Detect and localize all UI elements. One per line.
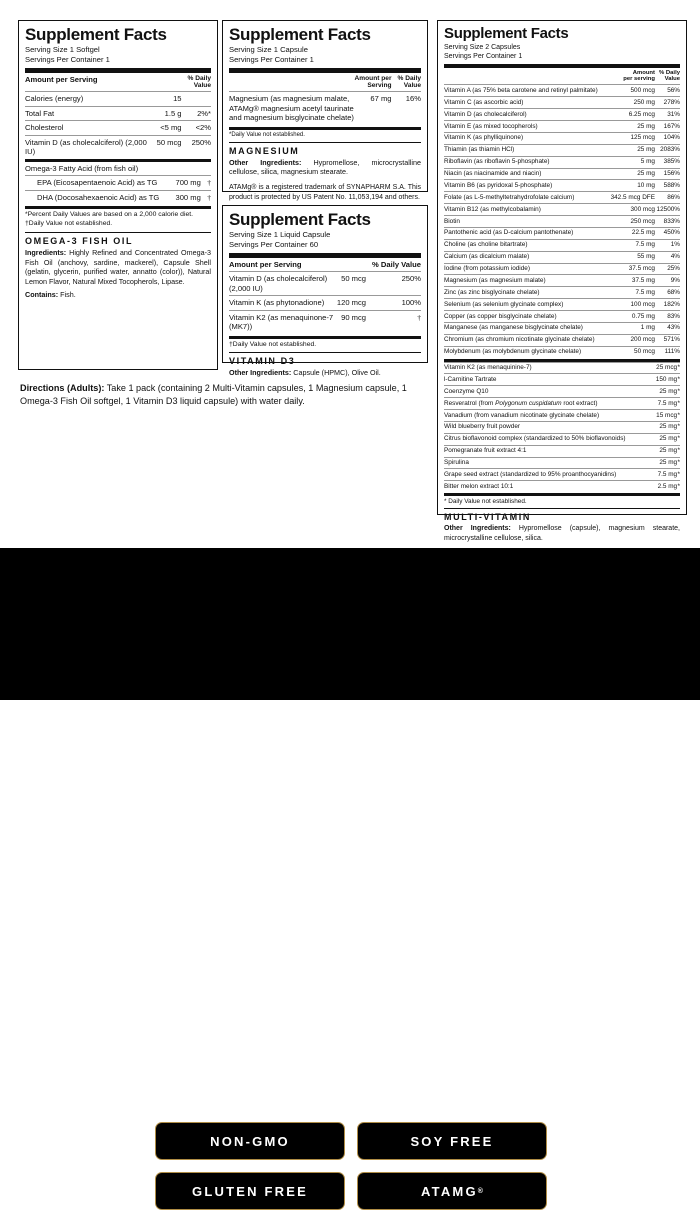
- ingredients-text: Highly Refined and Concentrated Omega-3 Fish Oil (anchovy, sardine, mackerel), Capsule Shell (gelatin, glycerin, purified water, annatto (color)), Natural Lemon Flavor, Natural Mixed Tocopherols, Lipase.: [25, 247, 211, 287]
- nutrient-amount: 125 mcg: [608, 132, 655, 144]
- nutrient-dv: 68%: [655, 287, 680, 299]
- nutrient-dv: 588%: [655, 180, 680, 192]
- nutrient-name: Vitamin K (as phylliquinone): [444, 132, 608, 144]
- nutrient-dv: 250%: [372, 272, 421, 296]
- nutrient-amount: 120 mcg: [337, 296, 372, 310]
- ingredients-multivitamin: [444, 524, 680, 543]
- table-header-row: [25, 73, 211, 92]
- servings-per-container-omega3: Servings Per Container 1: [25, 54, 110, 64]
- nutrient-amount: 7.5 mg: [653, 469, 678, 481]
- table-row: [444, 85, 680, 97]
- table-header-row: [444, 68, 680, 85]
- nutrient-amount: 250 mcg: [608, 216, 655, 228]
- ingredients-omega3: [25, 248, 211, 287]
- table-row: [25, 92, 211, 106]
- nutrient-amount: 2.5 mg: [653, 481, 678, 492]
- spacer-cell: [444, 68, 608, 85]
- nutrient-amount: 25 mg: [608, 121, 655, 133]
- table-row: [444, 97, 680, 109]
- registered-mark-icon: ®: [477, 1187, 483, 1195]
- nutrient-amount: 55 mg: [608, 251, 655, 263]
- nutrient-amount: 50 mcg: [157, 135, 188, 158]
- nutrient-amount: 100 mcg: [608, 299, 655, 311]
- table-row: [444, 445, 680, 457]
- nutrient-name: Manganese (as manganese bisglycinate chelate): [444, 322, 608, 334]
- nutrient-name: Calories (energy): [25, 92, 157, 106]
- badge-gluten-free[interactable]: [155, 1172, 345, 1210]
- table-row: [444, 192, 680, 204]
- nutrient-amount: 150 mg: [653, 374, 678, 386]
- serving-size-omega3: Serving Size 1 Softgel: [25, 44, 100, 54]
- table-row: [444, 410, 680, 422]
- nutrient-dv: 43%: [655, 322, 680, 334]
- divider-thin: [25, 232, 211, 233]
- table-row: [444, 346, 680, 357]
- nutrient-amount: 7.5 mg: [653, 398, 678, 410]
- servings-per-container-magnesium: Servings Per Container 1: [229, 54, 314, 64]
- nutrient-amount: 25 mg: [653, 386, 678, 398]
- nutrient-amount: 25 mg: [653, 433, 678, 445]
- nutrient-amount: 1 mg: [608, 322, 655, 334]
- nutrition-table-magnesium: [229, 73, 421, 125]
- nutrient-amount: 700 mg: [172, 176, 206, 190]
- servings-per-container-vitamin-d3: Servings Per Container 60: [229, 239, 319, 249]
- panel-title-multivitamin: Supplement Facts: [444, 25, 569, 42]
- nutrient-name: Vitamin D (as cholecalciferol): [444, 109, 608, 121]
- table-row: [444, 287, 680, 299]
- nutrient-dv: 25%: [655, 263, 680, 275]
- nutrient-dv: [188, 92, 211, 106]
- contains-text: Fish.: [58, 289, 76, 299]
- section-title-multivitamin: MULTI-VITAMIN: [444, 512, 531, 523]
- nutrient-dv: 9%: [655, 275, 680, 287]
- nutrient-name: Resveratrol (from Polygonum cuspidatum root extract): [444, 398, 653, 410]
- table-row: [444, 263, 680, 275]
- spacer-cell: [337, 258, 372, 272]
- nutrient-amount: 5 mg: [608, 156, 655, 168]
- nutrient-name: Vitamin A (as 75% beta carotene and retinyl palmitate): [444, 85, 608, 97]
- table-header-row: [229, 258, 421, 272]
- contains-omega3: [25, 290, 211, 300]
- nutrient-name: Vitamin K2 (as menaquinone-7 (MK7)): [229, 310, 337, 333]
- nutrient-dv: 31%: [655, 109, 680, 121]
- ingredients-label: Other Ingredients:: [229, 157, 302, 167]
- nutrient-amount: 200 mcg: [608, 334, 655, 346]
- nutrient-name: Vitamin C (as ascorbic acid): [444, 97, 608, 109]
- nutrient-name: Grape seed extract (standardized to 95% proanthocyanidins): [444, 469, 653, 481]
- contains-label: Contains:: [25, 289, 59, 299]
- nutrient-dv: *: [677, 421, 680, 433]
- nutrient-amount: 22.5 mg: [608, 227, 655, 239]
- nutrient-name: Coenzyme Q10: [444, 386, 653, 398]
- table-row: [444, 180, 680, 192]
- nutrient-name: Biotin: [444, 216, 608, 228]
- amount-per-serving-header: Amount per Serving: [25, 74, 98, 84]
- badge-strip: [0, 548, 700, 1199]
- directions-block: [20, 382, 430, 408]
- table-row: [229, 92, 421, 125]
- table-row: [444, 275, 680, 287]
- nutrient-amount: 25 mg: [653, 445, 678, 457]
- table-row: [444, 362, 680, 374]
- nutrient-amount: 90 mcg: [337, 310, 372, 333]
- nutrient-dv: *: [677, 457, 680, 469]
- nutrient-dv: 111%: [655, 346, 680, 357]
- trademark-notice-atamg: ATAMg® is a registered trademark of SYNAPHARM S.A. This product is protected by US Patent No. 11,053,194 and others.: [229, 184, 421, 201]
- table-row: [444, 299, 680, 311]
- table-header-row: [229, 73, 421, 92]
- footnote-dv-not-established: †Daily Value not established.: [25, 220, 113, 228]
- divider-thin: [444, 508, 680, 509]
- daily-value-header: % Daily Value: [659, 69, 680, 83]
- nutrient-name: Cholesterol: [25, 121, 157, 135]
- nutrient-dv: 56%: [655, 85, 680, 97]
- nutrient-name: Vitamin D (as cholecalciferol) (2,000 IU): [25, 135, 157, 158]
- table-row: [444, 457, 680, 469]
- table-row: [25, 121, 211, 135]
- nutrient-amount: 25 mg: [608, 144, 655, 156]
- footnote-daily-value-basis: *Percent Daily Values are based on a 2,000 calorie diet.: [25, 211, 194, 219]
- amount-per-serving-header: Amount per Serving: [229, 259, 302, 269]
- nutrition-table-multivitamin: [444, 68, 680, 357]
- nutrient-rows-botanicals: [444, 362, 680, 492]
- nutrient-name: Selenium (as selenium glycinate complex): [444, 299, 608, 311]
- panel-title-vitamin-d3: Supplement Facts: [229, 210, 371, 229]
- table-row: [444, 144, 680, 156]
- ingredients-text: Hypromellose (capsule), magnesium stearate, microcrystalline cellulose, silica.: [444, 525, 680, 542]
- table-row: [444, 481, 680, 492]
- section-title-omega3: OMEGA-3 FISH OIL: [25, 235, 134, 246]
- nutrient-name: Thiamin (as thiamin HCl): [444, 144, 608, 156]
- nutrient-amount: 25 mcg: [653, 362, 678, 374]
- nutrition-table-omega3: [25, 73, 211, 159]
- footnote-dv-not-established: †Daily Value not established.: [229, 340, 317, 348]
- nutrient-dv: *: [677, 398, 680, 410]
- panel-title-omega3: Supplement Facts: [25, 25, 167, 44]
- nutrient-amount: 25 mg: [653, 421, 678, 433]
- nutrient-dv: 4%: [655, 251, 680, 263]
- footnote-dv-not-established: *Daily Value not established.: [229, 131, 305, 138]
- supplement-facts-panel-magnesium: [222, 20, 428, 201]
- table-row: [444, 374, 680, 386]
- table-row: [444, 227, 680, 239]
- nutrient-amount: 50 mcg: [608, 346, 655, 357]
- nutrient-amount: 37.5 mcg: [608, 263, 655, 275]
- nutrient-name: Vitamin K (as phytonadione): [229, 296, 337, 310]
- panel-title-magnesium: Supplement Facts: [229, 25, 371, 44]
- supplement-facts-panel-omega3: [18, 20, 218, 370]
- nutrient-dv: 385%: [655, 156, 680, 168]
- nutrient-name: Magnesium (as magnesium malate): [444, 275, 608, 287]
- nutrient-dv: 104%: [655, 132, 680, 144]
- badge-atamg-label: ATAMG: [421, 1183, 478, 1199]
- nutrient-name: Copper (as copper bisglycinate chelate): [444, 311, 608, 323]
- nutrient-name: Spirulina: [444, 457, 653, 469]
- nutrient-name: Total Fat: [25, 106, 157, 120]
- nutrient-dv: 2083%: [655, 144, 680, 156]
- ingredients-label: Ingredients:: [25, 247, 67, 257]
- table-row: [444, 469, 680, 481]
- section-title-vitamin-d3: VITAMIN D3: [229, 355, 296, 366]
- table-row: [229, 272, 421, 296]
- nutrient-amount: 1.5 g: [157, 106, 188, 120]
- nutrient-amount: 300 mcg: [608, 204, 655, 216]
- table-row: [444, 239, 680, 251]
- nutrition-table-omega3-subgroup: [25, 162, 211, 204]
- serving-size-multivitamin: Serving Size 2 Capsules: [444, 43, 521, 51]
- nutrient-dv: 833%: [655, 216, 680, 228]
- table-row: [444, 216, 680, 228]
- nutrient-name: Vitamin B12 (as methylcobalamin): [444, 204, 608, 216]
- nutrient-name: Molybdenum (as molybdenum glycinate chelate): [444, 346, 608, 357]
- table-row: [444, 322, 680, 334]
- nutrient-dv: 182%: [655, 299, 680, 311]
- nutrient-dv: †: [372, 310, 421, 333]
- nutrient-name: Chromium (as chromium nicotinate glycinate chelate): [444, 334, 608, 346]
- nutrient-name: Pantothenic acid (as D-calcium pantothenate): [444, 227, 608, 239]
- nutrient-name: Iodine (from potassium iodide): [444, 263, 608, 275]
- nutrient-name: Pomegranate fruit extract 4:1: [444, 445, 653, 457]
- table-row: [25, 176, 211, 190]
- badge-soy-free[interactable]: [357, 1122, 547, 1160]
- nutrient-name: l-Carnitine Tartrate: [444, 374, 653, 386]
- directions-label: Directions (Adults):: [20, 383, 105, 393]
- nutrient-name: Niacin (as niacinamide and niacin): [444, 168, 608, 180]
- table-row: [444, 121, 680, 133]
- subgroup-title: Omega-3 Fatty Acid (from fish oil): [25, 163, 139, 173]
- ingredients-text: Hypromellose, microcrystalline cellulose, silica, magnesium stearate.: [229, 157, 421, 177]
- divider-thin: [229, 142, 421, 143]
- nutrient-name: EPA (Eicosapentaenoic Acid) as TG: [25, 176, 172, 190]
- nutrient-dv: 12500%: [655, 204, 680, 216]
- table-row: [444, 386, 680, 398]
- nutrient-dv: 571%: [655, 334, 680, 346]
- servings-per-container-multivitamin: Servings Per Container 1: [444, 52, 523, 60]
- nutrient-name: Vitamin B6 (as pyridoxal 5-phosphate): [444, 180, 608, 192]
- table-row: [444, 398, 680, 410]
- nutrient-dv: <2%: [188, 121, 211, 135]
- subgroup-title-row: [25, 162, 211, 176]
- nutrient-amount: 25 mg: [653, 457, 678, 469]
- nutrient-amount: 342.5 mcg DFE: [608, 192, 655, 204]
- amount-per-serving-header: Amount per Serving: [354, 74, 392, 90]
- supplement-facts-panel-multivitamin: [437, 20, 687, 542]
- nutrient-dv: 16%: [398, 92, 421, 125]
- badge-atamg[interactable]: [357, 1172, 547, 1210]
- nutrient-name: Magnesium (as magnesium malate, ATAMg® magnesium acetyl taurinate and magnesium bisglycinate chelate): [229, 92, 355, 125]
- nutrient-dv: 156%: [655, 168, 680, 180]
- table-row: [444, 433, 680, 445]
- daily-value-header: % Daily Value: [187, 74, 211, 90]
- badge-non-gmo[interactable]: [155, 1122, 345, 1160]
- section-title-magnesium: MAGNESIUM: [229, 145, 300, 156]
- directions-text: Take 1 pack (containing 2 Multi-Vitamin capsules, 1 Magnesium capsule, 1 Omega-3 Fish Oil softgel, 1 Vitamin D3 liquid capsule) with water daily.: [20, 383, 407, 407]
- nutrient-dv: 1%: [655, 239, 680, 251]
- ingredients-label: Other Ingredients:: [444, 525, 511, 533]
- nutrient-name: Vitamin E (as mixed tocopherols): [444, 121, 608, 133]
- badge-non-gmo-label: NON-GMO: [210, 1133, 290, 1149]
- nutrient-amount: 25 mg: [608, 168, 655, 180]
- nutrient-amount: 6.25 mcg: [608, 109, 655, 121]
- nutrient-dv: †: [207, 176, 211, 190]
- nutrient-dv: *: [677, 410, 680, 422]
- nutrient-dv: 83%: [655, 311, 680, 323]
- footnote-dv-not-established: * Daily Value not established.: [444, 498, 527, 506]
- nutrient-name: Choline (as choline bitartrate): [444, 239, 608, 251]
- nutrient-dv: 450%: [655, 227, 680, 239]
- spacer-cell: [157, 73, 188, 92]
- nutrient-amount: 250 mg: [608, 97, 655, 109]
- nutrient-amount: 67 mg: [355, 92, 398, 125]
- nutrient-name: Zinc (as zinc bisglycinate chelate): [444, 287, 608, 299]
- nutrient-name: Riboflavin (as riboflavin 5-phosphate): [444, 156, 608, 168]
- nutrient-rows-vitamins-minerals: [444, 85, 680, 358]
- nutrient-amount: 15: [157, 92, 188, 106]
- table-row: [444, 109, 680, 121]
- badge-gluten-free-label: GLUTEN FREE: [192, 1183, 308, 1199]
- daily-value-header: % Daily Value: [397, 74, 421, 90]
- nutrient-name: Vitamin K2 (as menaquinine-7): [444, 362, 653, 374]
- nutrient-dv: 100%: [372, 296, 421, 310]
- nutrient-amount: 50 mcg: [337, 272, 372, 296]
- table-row: [444, 311, 680, 323]
- ingredients-label: Other Ingredients:: [229, 367, 292, 377]
- nutrient-dv: 167%: [655, 121, 680, 133]
- table-row: [229, 310, 421, 333]
- table-row: [444, 251, 680, 263]
- nutrient-name: Folate (as L-5-methyltetrahydrofolate calcium): [444, 192, 608, 204]
- spacer-cell: [229, 73, 355, 92]
- daily-value-header: % Daily Value: [372, 259, 421, 269]
- nutrient-amount: 7.5 mg: [608, 287, 655, 299]
- table-row: [25, 135, 211, 158]
- badge-soy-free-label: SOY FREE: [410, 1133, 494, 1149]
- nutrient-amount: 500 mcg: [608, 85, 655, 97]
- nutrient-name: Bitter melon extract 10:1: [444, 481, 653, 492]
- nutrient-name: DHA (Docosahexaenoic Acid) as TG: [25, 190, 172, 204]
- nutrient-name: Vanadium (from vanadium nicotinate glycinate chelate): [444, 410, 653, 422]
- nutrient-amount: 15 mcg: [653, 410, 678, 422]
- nutrient-amount: 0.75 mg: [608, 311, 655, 323]
- table-row: [444, 334, 680, 346]
- table-row: [444, 168, 680, 180]
- table-row: [25, 190, 211, 204]
- nutrient-name: Citrus bioflavonoid complex (standardized to 50% bioflavonoids): [444, 433, 653, 445]
- serving-size-vitamin-d3: Serving Size 1 Liquid Capsule: [229, 229, 331, 239]
- nutrient-name: Wild blueberry fruit powder: [444, 421, 653, 433]
- ingredients-vitamin-d3: [229, 368, 421, 378]
- nutrient-dv: 2%*: [188, 106, 211, 120]
- nutrient-dv: 86%: [655, 192, 680, 204]
- nutrient-dv: †: [207, 190, 211, 204]
- nutrient-dv: *: [677, 386, 680, 398]
- nutrient-dv: *: [677, 469, 680, 481]
- table-row: [25, 106, 211, 120]
- nutrient-dv: 278%: [655, 97, 680, 109]
- nutrient-name: Calcium (as dicalcium malate): [444, 251, 608, 263]
- ingredients-magnesium: [229, 158, 421, 177]
- nutrient-dv: *: [677, 445, 680, 457]
- divider-thin: [229, 352, 421, 353]
- table-row: [229, 296, 421, 310]
- nutrient-amount: 7.5 mg: [608, 239, 655, 251]
- supplement-facts-panel-vitamin-d3: [222, 205, 428, 377]
- nutrient-dv: *: [677, 374, 680, 386]
- amount-per-serving-header: Amount per serving: [623, 69, 655, 83]
- nutrient-dv: 250%: [188, 135, 211, 158]
- serving-size-magnesium: Serving Size 1 Capsule: [229, 44, 308, 54]
- nutrition-table-multivitamin-botanicals: [444, 362, 680, 493]
- ingredients-text: Capsule (HPMC), Olive Oil.: [291, 367, 381, 377]
- nutrient-name: Vitamin D (as cholecalciferol) (2,000 IU): [229, 272, 337, 296]
- table-row: [444, 204, 680, 216]
- nutrition-table-vitamin-d3: [229, 258, 421, 334]
- nutrient-dv: *: [677, 362, 680, 374]
- nutrient-amount: 300 mg: [172, 190, 206, 204]
- table-row: [444, 421, 680, 433]
- nutrient-dv: *: [677, 433, 680, 445]
- nutrient-amount: 37.5 mg: [608, 275, 655, 287]
- table-row: [444, 132, 680, 144]
- nutrient-amount: 10 mg: [608, 180, 655, 192]
- nutrient-amount: <5 mg: [157, 121, 188, 135]
- nutrient-dv: *: [677, 481, 680, 492]
- table-row: [444, 156, 680, 168]
